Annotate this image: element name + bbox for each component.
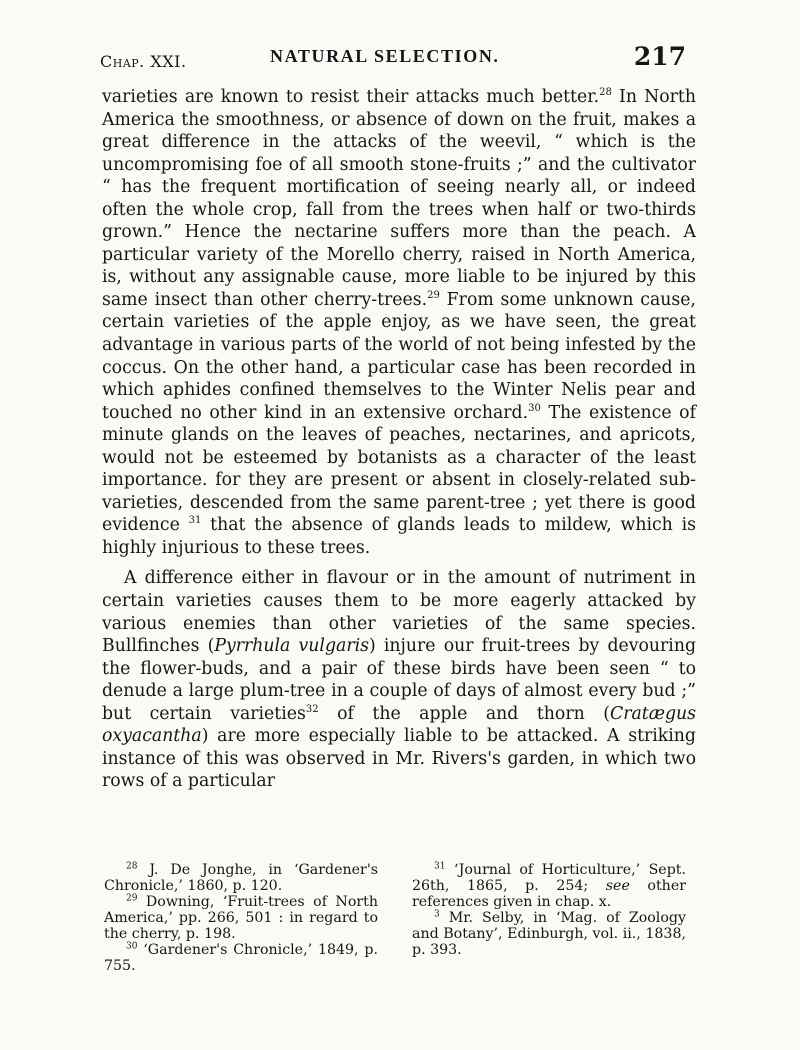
p1-text: The existence of minute glands on the leaves of peaches, nectarines, and apricots, would not be esteemed by botanists as a character of the least importance. for they are present or absent in closely-related sub-varieties, descended from the same parent-tree ; yet there is good evidence — [102, 402, 696, 536]
footnote-ref-30: 30 — [528, 402, 541, 414]
footnote-number: 29 — [126, 893, 138, 904]
footnote-ref-29: 29 — [427, 290, 440, 302]
footnote-ref-32: 32 — [305, 704, 319, 715]
footnote-32 — [412, 910, 686, 958]
footnote-text: Mr. Selby, in ‘Mag. of Zoology and Botany’, Edinburgh, vol. ii., 1838, p. 393. — [412, 910, 686, 958]
footnote-ref-31: 31 — [188, 515, 202, 527]
footnote-31 — [412, 862, 686, 910]
footnote-column-left — [104, 862, 378, 974]
paragraph-1 — [102, 86, 696, 559]
paragraph-2 — [102, 567, 696, 792]
footnote-column-right — [412, 862, 686, 974]
p1-text: In North America the smoothness, or absence of down on the fruit, makes a great difference in the attacks of the weevil, “ which is the uncompromising foe of all smooth stone-fruits ;” and the cultivator “ has the frequent mortification of seeing nearly all, or indeed often the whole crop, fall from the trees when half or two-thirds grown.” Hence the nectarine suffers more than the peach. A particular variety of the Morello cherry, raised in North America, is, without any assignable cause, more liable to be injured by this same insect than other cherry-trees. — [102, 87, 696, 310]
footnote-30 — [104, 942, 378, 974]
chapter-label: Chap. XXI. — [100, 52, 187, 71]
footnote-text: ‘Journal of Horticulture,’ Sept. 26th, 1865, p. 254; — [412, 862, 686, 894]
running-title: NATURAL SELECTION. — [270, 46, 500, 66]
p1-text: that the absence of glands leads to mildew, which is highly injurious to these trees. — [102, 515, 696, 558]
footnote-number: 31 — [434, 861, 446, 872]
p2-text: of the apple and thorn ( — [318, 703, 610, 724]
species-name: Cratægus oxyacantha — [102, 703, 697, 747]
page-number: 217 — [633, 42, 686, 71]
footnote-text-italic: see — [605, 878, 630, 894]
p2-text: A difference either in flavour or in the amount of nutriment in certain varieties causes them to be more eagerly attacked by various enemies than other varieties of the same species. Bullfinches ( — [102, 568, 696, 657]
footnote-29 — [104, 894, 378, 942]
body-text — [102, 86, 696, 793]
footnote-number: 30 — [126, 941, 138, 952]
running-head — [100, 42, 692, 78]
footnote-text: other references given in chap. x. — [412, 878, 686, 910]
p2-text: ) are more especially liable to be attacked. A striking instance of this was observed in Mr. Rivers's garden, in which two rows of a particular — [102, 726, 696, 792]
footnote-number: 28 — [126, 861, 138, 872]
p1-text: From some unknown cause, certain varieties of the apple enjoy, as we have seen, the great advantage in various parts of the world of not being infested by the coccus. On the other hand, a particular case has been recorded in which aphides confined themselves to the Winter Nelis pear and touched no other kind in an extensive orchard. — [102, 289, 696, 423]
p2-text: ) injure our fruit-trees by devouring the flower-buds, and a pair of these birds have been seen “ to denude a large plum-tree in a couple of days of almost every bud ;” but certain varieties — [102, 636, 697, 724]
footnote-text: J. De Jonghe, in ‘Gardener's Chronicle,’ 1860, p. 120. — [104, 862, 378, 894]
footnote-28 — [104, 862, 378, 894]
footnote-number: 3 — [434, 909, 440, 920]
species-name: Pyrrhula vulgaris — [214, 636, 369, 657]
p1-text: varieties are known to resist their attacks much better. — [102, 87, 600, 107]
footnotes — [104, 862, 686, 974]
footnote-ref-28: 28 — [599, 87, 612, 99]
footnote-text: Downing, ‘Fruit-trees of North America,’ pp. 266, 501 : in regard to the cherry, p. 198. — [104, 894, 378, 942]
footnote-text: ‘Gardener's Chronicle,’ 1849, p. 755. — [104, 942, 378, 974]
